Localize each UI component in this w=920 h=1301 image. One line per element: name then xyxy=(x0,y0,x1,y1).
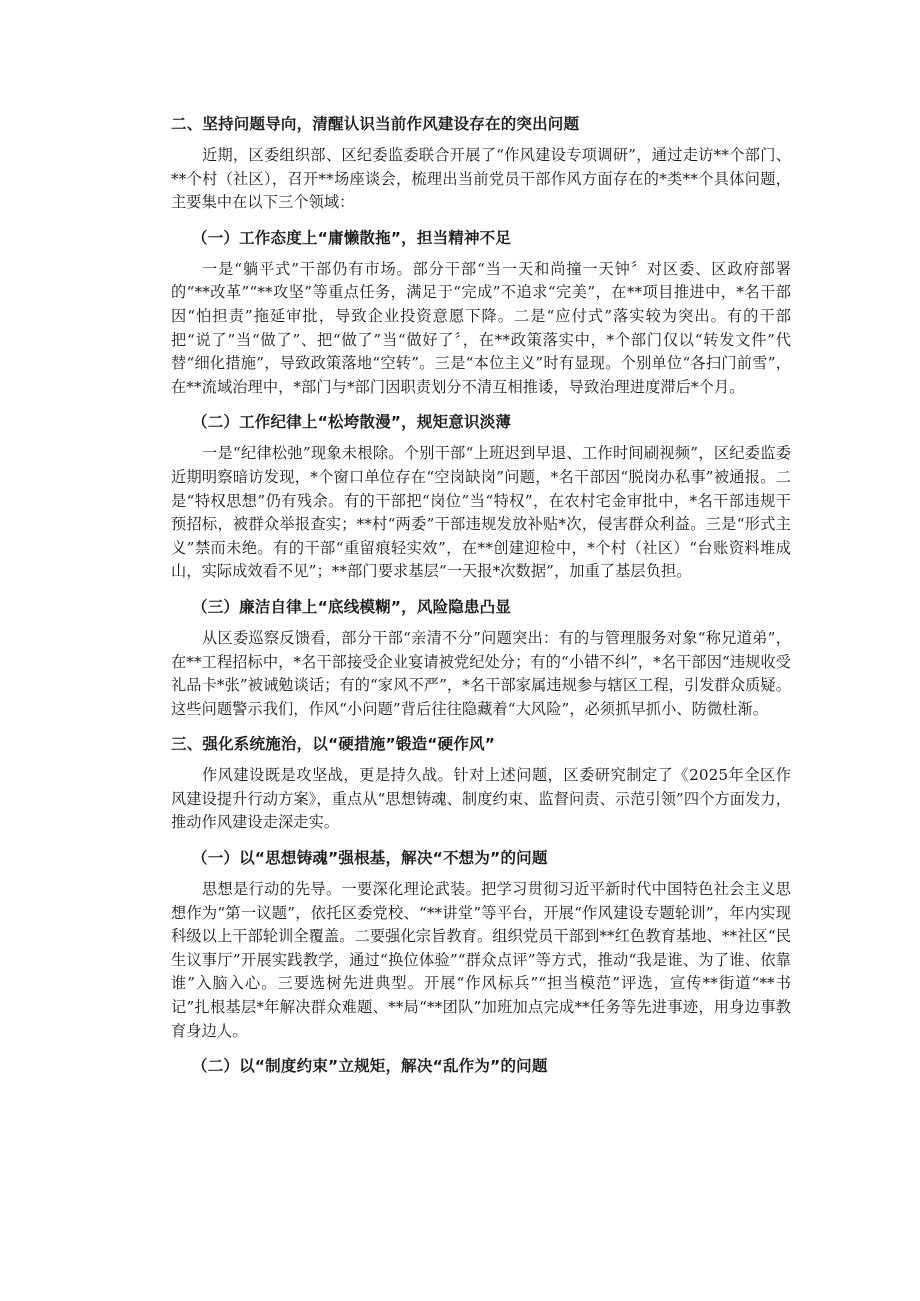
subheading-ideology: （一）以“思想铸魂”强根基，解决“不想为”的问题 xyxy=(192,849,548,868)
section-heading-3: 三、强化系统施治，以“硬措施”锻造“硬作风” xyxy=(171,735,496,754)
paragraph-integrity: 从区委巡察反馈看，部分干部“亲清不分”问题突出：有的与管理服务对象“称兄道弟”，在**工程招标中，*名干部接受企业宴请被党纪处分；有的“小错不纠”，*名干部因“违规收受礼品卡*张”被诫勉谈话；有的“家风不严”，*名干部家属违规参与辖区工程，引发群众质疑。这些问题警示我们，作风“小问题”背后往往隐藏着“大风险”，必须抓早抓小、防微杜渐。 xyxy=(171,628,792,718)
paragraph-work-attitude: 一是“躺平式”干部仍有市场。部分干部“当一天和尚撞一天钟〞对区委、区政府部署的“**改革”“**攻坚”等重点任务，满足于“完成”不追求“完美”，在**项目推进中，*名干部因“怕担责”拖延审批，导致企业投资意愿下降。二是“应付式”落实较为突出。有的干部把“说了”当“做了”、把“做了”当“做好了〞，在**政策落实中，*个部门仅以“转发文件”代替“细化措施”，导致政策落地“空转”。三是“本位主义”时有显现。个别单位“各扫门前雪”，在**流域治理中，*部门与*部门因职责划分不清互相推诿，导致治理进度滞后*个月。 xyxy=(171,259,791,396)
subheading-integrity: （三）廉洁自律上“底线模糊”，风险隐患凸显 xyxy=(192,597,512,616)
paragraph-survey-intro: 近期，区委组织部、区纪委监委联合开展了“作风建设专项调研”，通过走访**个部门、**个村（社区），召开**场座谈会，梳理出当前党员干部作风方面存在的*类**个具体问题，主要集中在以下三个领域： xyxy=(171,146,791,212)
paragraph-ideology: 思想是行动的先导。一要深化理论武装。把学习贯彻习近平新时代中国特色社会主义思想作为“第一议题”，依托区委党校、“**讲堂”等平台，开展“作风建设专题轮训”，年内实现科级以上干部轮训全覆盖。二要强化宗旨教育。组织党员干部到**红色教育基地、**社区“民生议事厅”开展实践教学，通过“换位体验”“群众点评”等方式，推动“我是谁、为了谁、依靠谁”入脑入心。三要选树先进典型。开展“作风标兵”“担当模范”评选，宣传**街道“**书记”扎根基层*年解决群众难题、**局“**团队”加班加点完成**任务等先进事迹，用身边事教育身边人。 xyxy=(171,880,791,1040)
subheading-work-discipline: （二）工作纪律上“松垮散漫”，规矩意识淡薄 xyxy=(192,413,512,432)
paragraph-action-plan: 作风建设既是攻坚战，更是持久战。针对上述问题，区委研究制定了《2025年全区作风建设提升行动方案》，重点从“思想铸魂、制度约束、监督问责、示范引领”四个方面发力，推动作风建设走深走实。 xyxy=(171,766,791,832)
document-page xyxy=(171,112,791,1078)
subheading-institutional-constraint: （二）以“制度约束”立规矩，解决“乱作为”的问题 xyxy=(192,1057,548,1076)
paragraph-work-discipline: 一是“纪律松弛”现象未根除。个别干部“上班迟到早退、工作时间刷视频”，区纪委监委近期明察暗访发现，*个窗口单位存在“空岗缺岗”问题，*名干部因“脱岗办私事”被通报。二是“特权思想”仍有残余。有的干部把“岗位”当“特权”，在农村宅金审批中，*名干部违规干预招标，被群众举报查实；**村“两委”干部违规发放补贴*次，侵害群众利益。三是“形式主义”禁而未绝。有的干部“重留痕轻实效”，在**创建迎检中，*个村（社区）“台账资料堆成山，实际成效看不见”；**部门要求基层“一天报*次数据”，加重了基层负担。 xyxy=(171,444,791,581)
subheading-work-attitude: （一）工作态度上“庸懒散拖”，担当精神不足 xyxy=(192,228,512,247)
section-heading-2: 二、坚持问题导向，清醒认识当前作风建设存在的突出问题 xyxy=(171,115,580,133)
